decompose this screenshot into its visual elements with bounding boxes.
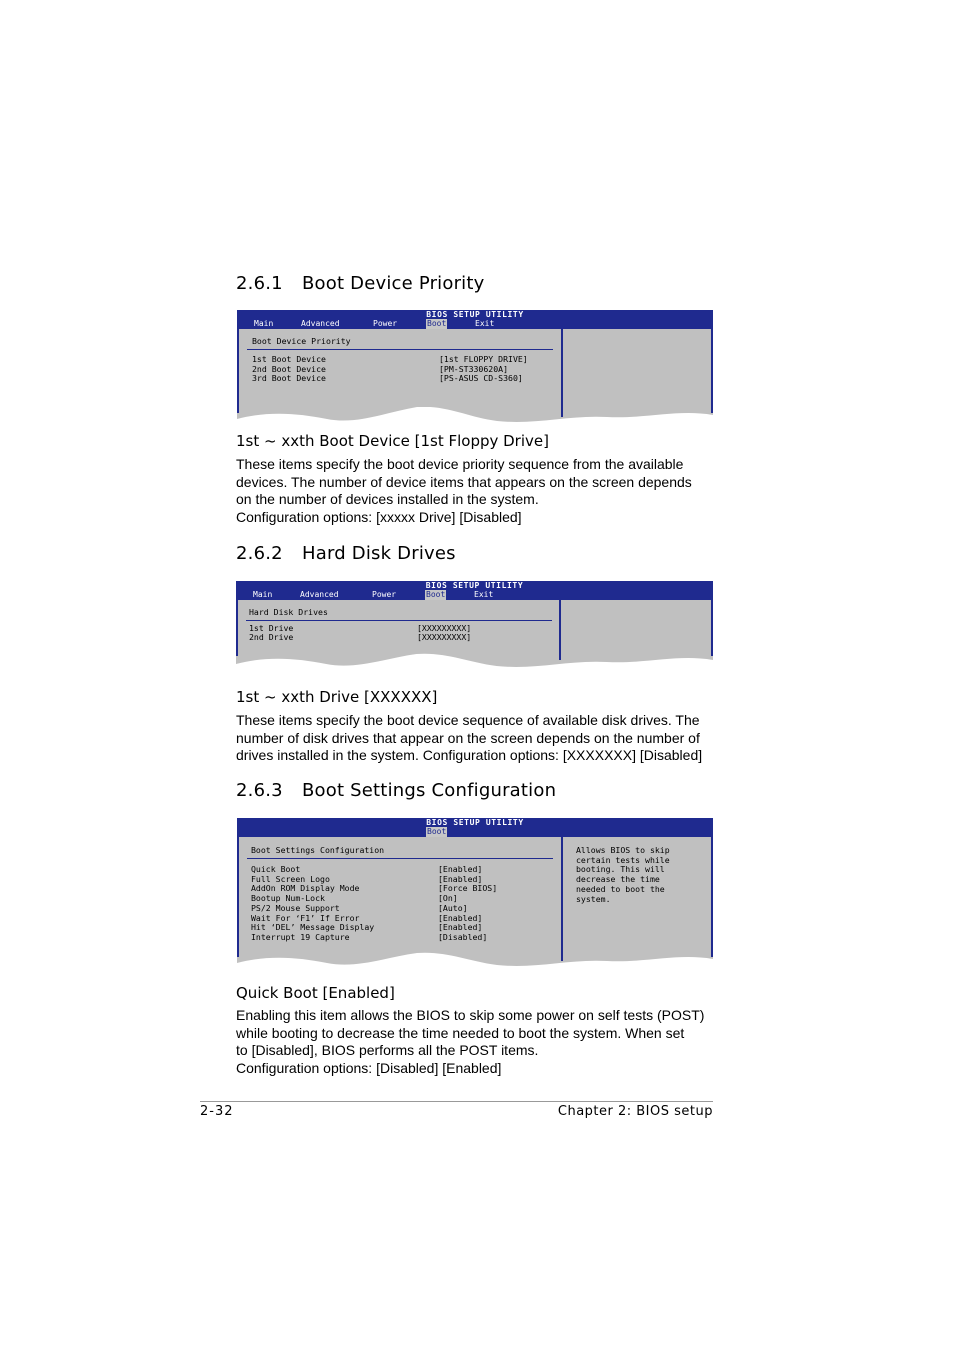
section-title: Hard Disk Drives (302, 543, 456, 564)
section-title: Boot Settings Configuration (302, 780, 557, 801)
bios-item-value[interactable]: [PS-ASUS CD-S360] (439, 373, 523, 384)
bios-body (237, 837, 713, 971)
bios-panel-title: Boot Device Priority (252, 336, 351, 346)
section-number: 2.6.3 (236, 780, 283, 801)
section-number: 2.6.1 (236, 273, 283, 294)
bios-screen-boot-device-priority (237, 310, 713, 427)
bios-right-border (711, 837, 713, 957)
paragraph-drive (236, 712, 716, 765)
bios-header (237, 818, 713, 837)
bios-item-value[interactable]: [On] (438, 893, 458, 904)
bios-title: BIOS SETUP UTILITY (425, 581, 524, 590)
bios-body (237, 329, 713, 427)
section-number: 2.6.2 (236, 543, 283, 564)
paragraph-line: Configuration options: [xxxxx Drive] [Disabled] (236, 508, 522, 525)
bios-help-line: decrease the time (576, 874, 660, 885)
bios-menu-boot[interactable]: Boot (427, 827, 447, 836)
paragraph-line: while booting to decrease the time needed to boot the system. When set (236, 1024, 685, 1041)
paragraph-boot-device (236, 456, 716, 526)
bios-help-line: Allows BIOS to skip (576, 845, 670, 855)
bios-item-label[interactable]: PS/2 Mouse Support (251, 902, 340, 913)
bios-menu-advanced[interactable]: Advanced (301, 319, 340, 328)
bios-menu-bar (236, 590, 713, 600)
bios-panel-rule (246, 620, 552, 621)
footer-rule (200, 1101, 713, 1102)
paragraph-line: Configuration options: [Disabled] [Enabled] (236, 1059, 502, 1076)
bios-panel-divider (561, 837, 563, 961)
torn-edge (236, 650, 713, 672)
subheading-quick-boot: Quick Boot [Enabled] (236, 984, 395, 1002)
paragraph-line: These items specify the boot device priority sequence from the available (236, 456, 684, 472)
bios-item-value[interactable]: [XXXXXXXXX] (417, 623, 472, 633)
bios-menu-exit[interactable]: Exit (475, 319, 495, 328)
bios-item-label[interactable]: Wait For ‘F1’ If Error (251, 912, 360, 923)
bios-left-border (237, 837, 239, 957)
section-heading-boot-device-priority (236, 273, 485, 294)
bios-item-value[interactable]: [1st FLOPPY DRIVE] (439, 354, 528, 364)
subheading-boot-device: 1st ~ xxth Boot Device [1st Floppy Drive] (236, 432, 549, 450)
bios-body (236, 600, 713, 670)
paragraph-line: on the number of devices installed in the system. (236, 491, 539, 507)
bios-panel-rule (247, 349, 553, 350)
bios-right-border (711, 600, 713, 656)
bios-menu-advanced[interactable]: Advanced (300, 590, 339, 599)
paragraph-line: These items specify the boot device sequence of available disk drives. The (236, 712, 700, 728)
bios-left-border (236, 600, 238, 656)
bios-help-line: certain tests while (576, 854, 670, 865)
bios-help-line: system. (576, 893, 611, 904)
bios-item-value[interactable]: [XXXXXXXXX] (417, 632, 472, 642)
bios-item-value[interactable]: [Auto] (438, 902, 468, 913)
paragraph-line: Enabling this item allows the BIOS to skip some power on self tests (POST) (236, 1007, 705, 1023)
bios-item-value[interactable]: [Enabled] (438, 912, 483, 923)
bios-item-label[interactable]: Hit ‘DEL’ Message Display (251, 922, 375, 933)
paragraph-line: to [Disabled], BIOS performs all the POST items. (236, 1042, 539, 1058)
bios-item-value[interactable]: [Enabled] (438, 864, 483, 874)
bios-header (237, 310, 713, 329)
bios-panel-rule (247, 858, 553, 859)
page-number: 2-32 (200, 1104, 234, 1119)
subheading-drive: 1st ~ xxth Drive [XXXXXX] (236, 688, 438, 706)
bios-help-line: needed to boot the (576, 883, 665, 894)
bios-menu-main[interactable]: Main (253, 590, 273, 599)
bios-menu-boot[interactable]: Boot (427, 319, 447, 328)
bios-item-label[interactable]: 2nd Drive (249, 632, 294, 642)
bios-help-line: booting. This will (576, 864, 665, 875)
bios-menu-bar (237, 319, 713, 329)
bios-item-label[interactable]: 1st Boot Device (252, 354, 326, 364)
bios-panel-title: Boot Settings Configuration (251, 845, 385, 855)
bios-header (236, 581, 713, 600)
bios-item-label[interactable]: 2nd Boot Device (252, 363, 326, 374)
bios-panel-divider (561, 329, 563, 417)
bios-menu-power[interactable]: Power (373, 319, 398, 328)
bios-item-label[interactable]: Bootup Num-Lock (251, 893, 325, 904)
bios-item-label[interactable]: Interrupt 19 Capture (251, 931, 350, 942)
bios-title: BIOS SETUP UTILITY (426, 818, 524, 827)
paragraph-line: number of disk drives that appear on the screen depends on the number of (236, 729, 700, 746)
torn-edge (237, 407, 713, 429)
paragraph-line: drives installed in the system. Configuration options: [XXXXXXX] [Disabled] (236, 747, 703, 763)
bios-title: BIOS SETUP UTILITY (426, 310, 524, 319)
bios-right-border (711, 329, 713, 413)
bios-item-value[interactable]: [Enabled] (438, 873, 483, 884)
bios-item-value[interactable]: [Disabled] (438, 931, 488, 942)
bios-menu-boot[interactable]: Boot (426, 590, 446, 599)
section-title: Boot Device Priority (302, 273, 485, 294)
bios-item-value[interactable]: [PM-ST330620A] (439, 363, 509, 374)
chapter-title: Chapter 2: BIOS setup (557, 1104, 713, 1119)
bios-menu-bar (237, 827, 713, 837)
bios-menu-power[interactable]: Power (372, 590, 397, 599)
section-heading-boot-settings (236, 780, 556, 801)
bios-left-border (237, 329, 239, 413)
bios-item-value[interactable]: [Force BIOS] (438, 883, 498, 894)
bios-item-value[interactable]: [Enabled] (438, 922, 483, 933)
bios-menu-main[interactable]: Main (254, 319, 274, 328)
bios-menu-exit[interactable]: Exit (474, 590, 494, 599)
bios-item-label[interactable]: 1st Drive (249, 623, 294, 633)
paragraph-quick-boot (236, 1007, 716, 1077)
section-heading-hard-disk-drives (236, 543, 456, 564)
bios-item-label[interactable]: AddOn ROM Display Mode (251, 883, 360, 894)
torn-edge (237, 951, 713, 973)
bios-item-label[interactable]: 3rd Boot Device (252, 373, 326, 384)
bios-item-label[interactable]: Full Screen Logo (251, 873, 330, 884)
bios-screen-boot-settings (237, 818, 713, 971)
bios-screen-hard-disk-drives (236, 581, 713, 670)
bios-panel-title: Hard Disk Drives (249, 607, 328, 617)
bios-item-label[interactable]: Quick Boot (251, 864, 301, 874)
paragraph-line: devices. The number of device items that appears on the screen depends (236, 473, 692, 490)
